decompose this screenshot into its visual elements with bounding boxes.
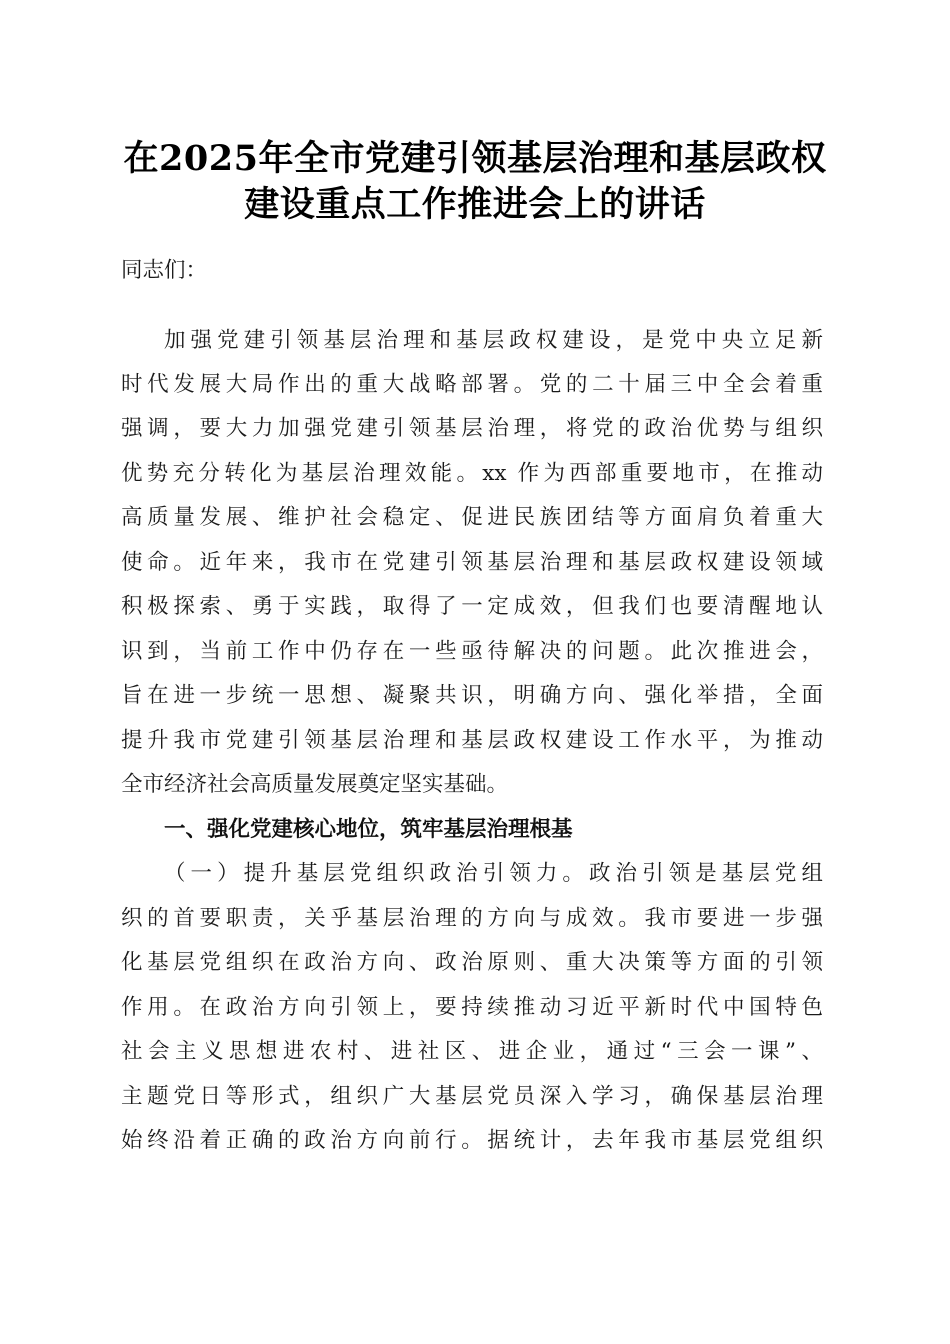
paragraph-1-line: 加强党建引领基层治理和基层政权建设，是党中央立足新 xyxy=(164,328,823,353)
paragraph-1-line: 积极探索、勇于实践，取得了一定成效，但我们也要清醒地认 xyxy=(121,594,823,619)
paragraph-2-line: 始终沿着正确的政治方向前行。据统计，去年我市基层党组织 xyxy=(121,1128,823,1153)
paragraph-1-line: 使命。近年来，我市在党建引领基层治理和基层政权建设领域 xyxy=(121,550,823,575)
paragraph-1-line: 强调，要大力加强党建引领基层治理，将党的政治优势与组织 xyxy=(121,416,823,441)
paragraph-1-line: 全市经济社会高质量发展奠定坚实基础。 xyxy=(121,772,509,797)
paragraph-1-line: 优势充分转化为基层治理效能。xx 作为西部重要地市，在推动 xyxy=(121,461,823,486)
document-title-line-2: 建设重点工作推进会上的讲话 xyxy=(244,184,706,225)
paragraph-2-line: 作用。在政治方向引领上，要持续推动习近平新时代中国特色 xyxy=(121,995,823,1020)
paragraph-2-line: 化基层党组织在政治方向、政治原则、重大决策等方面的引领 xyxy=(121,950,823,975)
paragraph-1-line: 高质量发展、维护社会稳定、促进民族团结等方面肩负着重大 xyxy=(121,505,823,530)
paragraph-1-line: 旨在进一步统一思想、凝聚共识，明确方向、强化举措，全面 xyxy=(121,683,823,708)
paragraph-1-line: 时代发展大局作出的重大战略部署。党的二十届三中全会着重 xyxy=(121,372,823,397)
paragraph-2-line: （一）提升基层党组织政治引领力。政治引领是基层党组 xyxy=(164,861,823,886)
paragraph-2-line: 主题党日等形式，组织广大基层党员深入学习，确保基层治理 xyxy=(121,1084,823,1109)
paragraph-2-line: 社会主义思想进农村、进社区、进企业，通过“三会一课”、 xyxy=(121,1039,823,1064)
paragraph-1-line: 提升我市党建引领基层治理和基层政权建设工作水平，为推动 xyxy=(121,728,823,753)
paragraph-1-line: 识到，当前工作中仍存在一些亟待解决的问题。此次推进会， xyxy=(121,639,823,664)
section-heading-1: 一、强化党建核心地位，筑牢基层治理根基 xyxy=(164,817,573,842)
salutation: 同志们： xyxy=(121,258,208,283)
document-title-line-1: 在2025年全市党建引领基层治理和基层政权 xyxy=(123,138,827,179)
paragraph-2-line: 织的首要职责，关乎基层治理的方向与成效。我市要进一步强 xyxy=(121,906,823,931)
